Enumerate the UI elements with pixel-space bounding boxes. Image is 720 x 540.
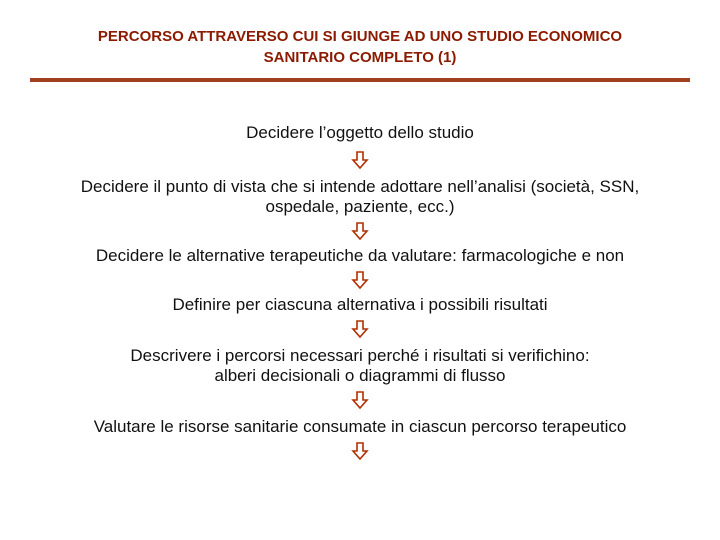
down-arrow-icon [351, 391, 369, 409]
down-arrow-icon [351, 320, 369, 338]
step-1 [20, 123, 700, 143]
step-6 [20, 417, 700, 437]
step-3 [20, 246, 700, 266]
step-4-text: Definire per ciascuna alternativa i possibili risultati [172, 295, 548, 314]
down-arrow-icon [351, 442, 369, 460]
step-5-text-line-1: Descrivere i percorsi necessari perché i risultati si verifichino: [130, 346, 590, 365]
down-arrow-icon [351, 271, 369, 289]
step-2-text-line-2: ospedale, paziente, ecc.) [265, 197, 455, 216]
step-2 [20, 177, 700, 217]
step-5-text-line-2: alberi decisionali o diagrammi di flusso [214, 366, 506, 385]
step-2-text-line-1: Decidere il punto di vista che si intende adottare nell’analisi (società, SSN, [80, 177, 640, 196]
down-arrow-icon [351, 222, 369, 240]
step-1-text: Decidere l’oggetto dello studio [246, 123, 474, 142]
step-3-text: Decidere le alternative terapeutiche da valutare: farmacologiche e non [95, 246, 625, 265]
step-6-text: Valutare le risorse sanitarie consumate in ciascun percorso terapeutico [93, 417, 627, 436]
step-5 [20, 346, 700, 386]
page-title-line-1: PERCORSO ATTRAVERSO CUI SI GIUNGE AD UNO STUDIO ECONOMICO [97, 28, 623, 45]
title-divider [30, 78, 690, 82]
page-title [0, 26, 720, 68]
down-arrow-icon [351, 151, 369, 169]
page-title-line-2: SANITARIO COMPLETO (1) [263, 49, 457, 66]
step-4 [20, 295, 700, 315]
